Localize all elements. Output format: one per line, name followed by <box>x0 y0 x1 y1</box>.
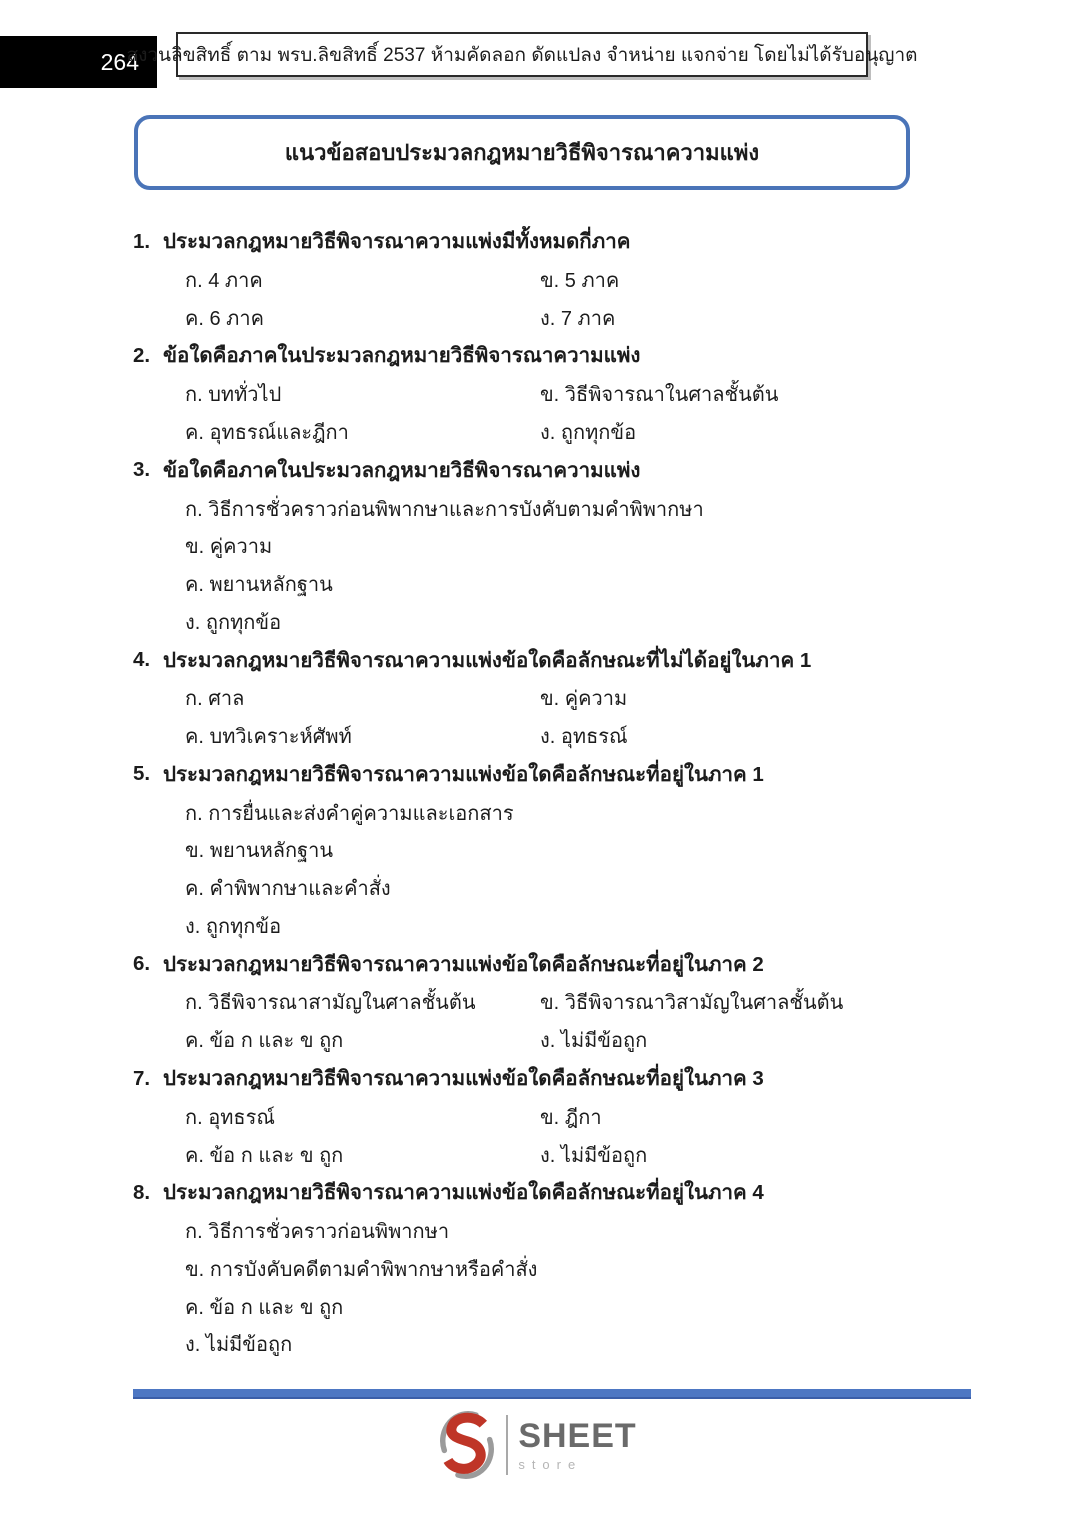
question-number: 6. <box>133 952 151 976</box>
question-number: 5. <box>133 762 151 786</box>
answer-option: ง. ถูกทุกข้อ <box>540 421 637 444</box>
answer-option: ก. วิธีการชั่วคราวก่อนพิพากษา <box>185 1221 450 1244</box>
answer-option: ก. 4 ภาค <box>185 269 263 292</box>
answer-option: ง. ไม่มีข้อถูก <box>185 1334 293 1357</box>
question-heading <box>133 336 973 375</box>
answer-option: ง. อุทธรณ์ <box>540 726 628 749</box>
answer-option: ข. 5 ภาค <box>540 269 620 292</box>
footer-logo <box>0 1406 1075 1484</box>
question-number: 1. <box>133 229 151 253</box>
question <box>133 641 973 755</box>
question-text: ประมวลกฎหมายวิธีพิจารณาความแพ่งข้อใดคือลักษณะที่อยู่ในภาค 4 <box>163 1181 764 1205</box>
sheet-store-s-logo-icon <box>438 1410 496 1480</box>
brand-subtitle: store <box>518 1456 583 1472</box>
question-text: ประมวลกฎหมายวิธีพิจารณาความแพ่งข้อใดคือลักษณะที่อยู่ในภาค 2 <box>163 952 764 976</box>
answer-option: ง. ไม่มีข้อถูก <box>540 1144 648 1167</box>
answer-option: ข. พยานหลักฐาน <box>185 840 334 863</box>
question <box>133 222 973 336</box>
question-number: 3. <box>133 458 151 482</box>
question-number: 8. <box>133 1180 151 1204</box>
page-title: แนวข้อสอบประมวลกฎหมายวิธีพิจารณาความแพ่ง <box>284 140 760 165</box>
question <box>133 1173 973 1363</box>
answer-options <box>133 1098 973 1173</box>
answer-options <box>133 261 973 336</box>
question-number: 7. <box>133 1066 151 1090</box>
question-heading <box>133 1059 973 1098</box>
answer-option: ง. ถูกทุกข้อ <box>185 611 282 634</box>
answer-option: ก. การยื่นและส่งคำคู่ความและเอกสาร <box>185 802 514 825</box>
answer-option: ค. คำพิพากษาและคำสั่ง <box>185 878 391 901</box>
answer-options <box>133 680 973 755</box>
answer-option: ก. อุทธรณ์ <box>185 1106 275 1129</box>
question-text: ประมวลกฎหมายวิธีพิจารณาความแพ่งมีทั้งหมดกี่ภาค <box>163 230 631 253</box>
copyright-notice-box <box>126 32 918 77</box>
question-heading <box>133 945 973 984</box>
answer-option: ก. ศาล <box>185 688 245 711</box>
answer-option: ข. ฎีกา <box>540 1106 602 1129</box>
answer-option: ข. วิธีพิจารณาวิสามัญในศาลชั้นต้น <box>540 992 844 1015</box>
answer-option: ง. 7 ภาค <box>540 307 616 330</box>
question-text: ข้อใดคือภาคในประมวลกฎหมายวิธีพิจารณาความแพ่ง <box>163 458 641 482</box>
question-text: ประมวลกฎหมายวิธีพิจารณาความแพ่งข้อใดคือลักษณะที่ไม่ได้อยู่ในภาค 1 <box>163 648 812 672</box>
question-number: 4. <box>133 648 151 671</box>
question-text: ประมวลกฎหมายวิธีพิจารณาความแพ่งข้อใดคือลักษณะที่อยู่ในภาค 3 <box>163 1067 764 1090</box>
question-heading <box>133 1173 973 1212</box>
question <box>133 1059 973 1173</box>
answer-options <box>133 984 973 1059</box>
answer-option: ง. ไม่มีข้อถูก <box>540 1030 648 1053</box>
answer-option: ข. วิธีพิจารณาในศาลชั้นต้น <box>540 384 779 407</box>
brand-name: SHEET <box>518 1416 637 1455</box>
question-number: 2. <box>133 343 151 367</box>
answer-options <box>133 1212 973 1363</box>
answer-option: ง. ถูกทุกข้อ <box>185 915 282 938</box>
logo-divider <box>506 1415 508 1475</box>
title-box <box>134 115 910 190</box>
answer-option: ก. วิธีพิจารณาสามัญในศาลชั้นต้น <box>185 992 476 1015</box>
question-text: ประมวลกฎหมายวิธีพิจารณาความแพ่งข้อใดคือลักษณะที่อยู่ในภาค 1 <box>163 762 764 786</box>
copyright-text: สงวนลิขสิทธิ์ ตาม พรบ.ลิขสิทธิ์ 2537 ห้ามคัดลอก ดัดแปลง จำหน่าย แจกจ่าย โดยไม่ได้รับอนุญาต <box>126 44 918 66</box>
answer-option: ก. บททั่วไป <box>185 384 282 407</box>
question-text: ข้อใดคือภาคในประมวลกฎหมายวิธีพิจารณาความแพ่ง <box>163 344 641 368</box>
brand <box>518 1416 637 1472</box>
answer-option: ค. อุทธรณ์และฎีกา <box>185 421 349 444</box>
question <box>133 336 973 450</box>
answer-option: ค. บทวิเคราะห์ศัพท์ <box>185 726 352 749</box>
questions <box>133 222 973 1363</box>
answer-options <box>133 375 973 450</box>
question-heading <box>133 641 973 680</box>
question <box>133 755 973 945</box>
answer-option: ข. การบังคับคดีตามคำพิพากษาหรือคำสั่ง <box>185 1258 538 1281</box>
question-heading <box>133 222 973 261</box>
answer-option: ก. วิธีการชั่วคราวก่อนพิพากษาและการบังคับตามคำพิพากษา <box>185 498 704 521</box>
answer-options <box>133 490 973 641</box>
answer-option: ข. คู่ความ <box>185 536 273 559</box>
answer-option: ข. คู่ความ <box>540 688 628 711</box>
answer-options <box>133 794 973 945</box>
answer-option: ค. 6 ภาค <box>185 307 264 330</box>
question-heading <box>133 755 973 794</box>
answer-option: ค. ข้อ ก และ ข ถูก <box>185 1296 344 1319</box>
answer-option: ค. ข้อ ก และ ข ถูก <box>185 1144 344 1167</box>
footer-divider <box>133 1389 971 1399</box>
question-heading <box>133 451 973 490</box>
question <box>133 451 973 641</box>
question <box>133 945 973 1059</box>
page-number: 264 <box>100 48 139 75</box>
answer-option: ค. พยานหลักฐาน <box>185 573 333 596</box>
answer-option: ค. ข้อ ก และ ข ถูก <box>185 1030 344 1053</box>
